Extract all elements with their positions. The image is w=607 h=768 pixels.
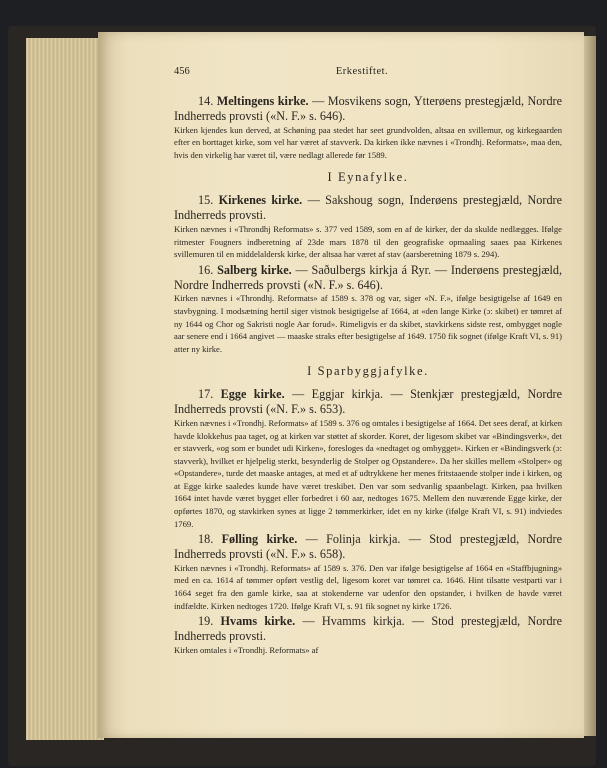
- page-number: 456: [174, 66, 190, 77]
- running-title: Erkestiftet.: [335, 66, 389, 77]
- entry-number: 14.: [198, 94, 214, 108]
- entry-location: — Saðulbergs kirkja á Ryr. — Inderøens prestegjæld, Nordre Indherreds provsti («N. F.» s. 646).: [174, 262, 563, 292]
- entry-location: — Folinja kirkja. — Stod prestegjæld, Nordre Indherreds provsti («N. F.» s. 658).: [174, 532, 562, 562]
- church-entry: [174, 193, 562, 260]
- entry-group-3: [174, 387, 562, 656]
- entry-lead: [174, 263, 562, 293]
- entry-body: Kirken omtales i «Trondhj. Reformats» af: [174, 644, 319, 655]
- church-entry: [174, 263, 562, 356]
- entry-location: — Mosvikens sogn, Ytterøens prestegjæld, Nordre Indherreds provsti («N. F.» s. 646).: [174, 94, 563, 123]
- entry-group-1: [174, 94, 562, 161]
- entry-lead: [174, 387, 562, 417]
- section-heading-eynafylke: I Eynafylke.: [327, 170, 409, 185]
- church-name: Meltingens kirke.: [216, 94, 309, 108]
- entry-number: 16.: [198, 262, 214, 277]
- entry-location: — Sakshoug sogn, Inderøens prestegjæld, Nordre Indherreds provsti.: [174, 193, 563, 223]
- book-page: [98, 32, 584, 738]
- entry-number: 15.: [198, 193, 214, 208]
- church-entry: [174, 614, 562, 656]
- entry-group-2: [174, 193, 562, 355]
- church-name: Egge kirke.: [220, 387, 285, 402]
- church-name: Hvams kirke.: [220, 614, 296, 629]
- entry-location: — Hvamms kirkja. — Stod prestegjæld, Nordre Indherreds provsti.: [174, 614, 563, 644]
- entry-body: Kirken kjendes kun derved, at Schøning paa stedet har seet grundvolden, altsaa en svillemur, og kirkegaarden efter en borttaget kirke, som vel har været af stavverk. Da kirken ikke nævnes i «Trondhj. Reformats», maa den, hvis den virkelig har været til, være nedlagt allerede før 1589.: [174, 124, 562, 160]
- entry-body: Kirken nævnes i «Throndhj. Reformats» af 1589 s. 378 og var, siger «N. F.», ifølge besigtigelse af 1649 en stavbygning. I modsætning hertil siger vistnok besigtigelse af 1664, at «den lange Kirke (ɔ: skibet) er tømret af ny 1644 og Chor og Sakristi nogle Aar forud». Rimeligvis er da skibet, stavkirkens sidste rest, ombygget nogle aar senere end i 1664 angivet — maaske straks efter besigtigelse af 1649. 1750 fik sognet (ifølge Kraft VI, s. 91) atter ny kirke.: [174, 293, 562, 354]
- entry-number: 17.: [198, 387, 214, 402]
- entry-number: 18.: [198, 532, 214, 547]
- text-block: [174, 94, 562, 658]
- page-header: [162, 66, 562, 80]
- church-name: Følling kirke.: [221, 532, 298, 547]
- church-entry: [174, 387, 562, 530]
- entry-lead: [174, 532, 562, 562]
- page-right-edge: [584, 36, 596, 736]
- church-name: Kirkenes kirke.: [218, 193, 303, 208]
- entry-lead: [174, 193, 562, 223]
- church-name: Salberg kirke.: [217, 262, 292, 277]
- entry-lead: [174, 94, 562, 124]
- entry-body: Kirken nævnes i «Trondhj. Reformats» af 1589 s. 376. Den var ifølge besigtigelse af 1664 en «Staffbjugning» med en ca. 1614 af tømmer opført vestlig del, ligesom koret var tømret ca. 1646. Hint tilsatte vestparti var i 1664 seget fra den gamle kirke, saa at stokenderne var udenfor den opstander, i hvilken de havde været indfældte. Kirken nedtoges 1720. Ifølge Kraft VI, s. 91 fik sognet ny kirke 1726.: [174, 562, 562, 611]
- entry-body: Kirken nævnes i «Throndhj Reformats» s. 377 ved 1589, som en af de kirker, der da skulde nedlægges. Ifølge ritmester Fougners indberetning af 23de mars 1878 til den geografiske opmaaling saaes paa Kirkenes svillemuren til en middelaldersk kirke, der altsaa har været af stav (aarsberetning 1879 s. 294).: [174, 223, 562, 260]
- entry-location: — Eggjar kirkja. — Stenkjær prestegjæld, Nordre Indherreds provsti («N. F.» s. 653).: [174, 387, 562, 417]
- entry-number: 19.: [198, 614, 214, 629]
- section-heading-sparbyggjafylke: I Sparbyggjafylke.: [307, 364, 429, 379]
- entry-lead: [174, 614, 562, 644]
- church-entry: [174, 94, 562, 161]
- entry-body: Kirken nævnes i «Trondhj. Reformats» af 1589 s. 376 og omtales i besigtigelse af 1664. Det sees deraf, at kirken havde klokkehus paa taget, og at kirken var støttet af skorder. Koret, der ligesom skibet var «Bindingsverk», det er stavverk, «og som er bundet udi Kirken», foresloges da «nedtaget og ombygget». Kirken er «Bindingsverk (ɔ: stavverk), hvilket er hjelpelig sterkt, besynderlig de Stolper og Opstandere». Da her skilles mellem «Stolper» og «Opstandere», turde det maaske antages, at med et af udtrykkene her menes fritstaaende stolper inde i kirken, og at Egge kirke saaledes kunde have været treskibet. Den var som sedvanlig spaanbelagt. Kirken, paa hvilken 1664 intet havde været bygget eller forbedret i 60 aar, nedtoges 1675. Mellem den nuværende Egge kirke, der opførtes 1870, og stavkirken synes at ligge 2 tømmerkirker, idet en ny kirke (ifølge Kraft VI, s. 91) indviedes 1769.: [174, 417, 562, 529]
- church-entry: [174, 532, 562, 612]
- page-stack-edge: [26, 38, 104, 740]
